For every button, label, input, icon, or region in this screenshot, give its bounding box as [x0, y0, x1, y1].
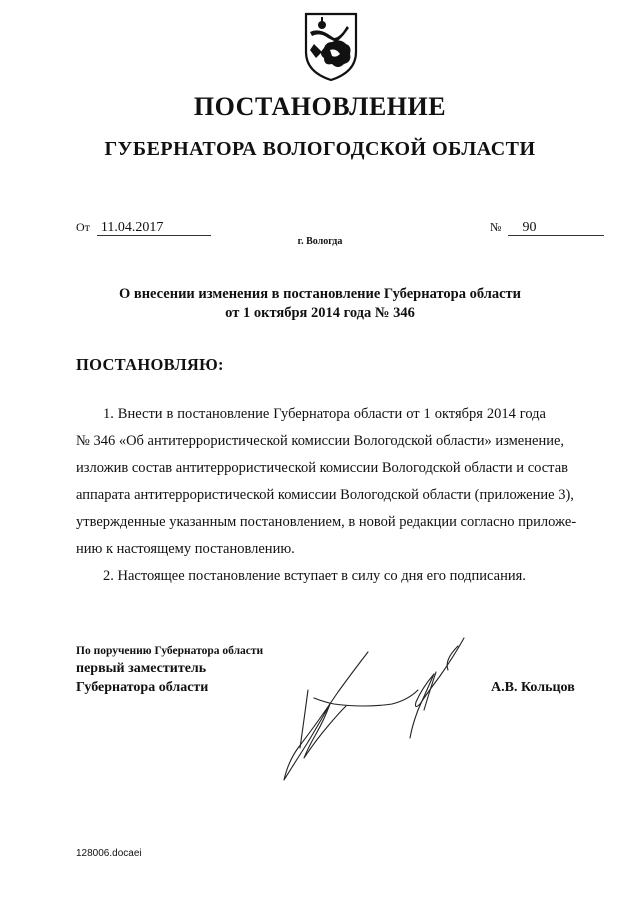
- document-issuer: ГУБЕРНАТОРА ВОЛОГОДСКОЙ ОБЛАСТИ: [104, 138, 536, 160]
- body-line: № 346 «Об антитеррористической комиссии Вологодской области» изменение,: [76, 433, 565, 449]
- file-code: 128006.docaei: [76, 848, 142, 859]
- signer-name: А.В. Кольцов: [491, 680, 575, 695]
- city-label: г. Вологда: [297, 236, 343, 247]
- body-line: изложив состав антитеррористической комиссии Вологодской области и состав: [76, 460, 568, 476]
- number-prefix: №: [490, 220, 502, 234]
- document-subject: [0, 285, 640, 323]
- signature-title-line: первый заместитель: [76, 661, 207, 676]
- body-line: нию к настоящему постановлению.: [76, 541, 295, 557]
- vologda-coat-of-arms-icon: [302, 8, 360, 84]
- document-date: [76, 220, 211, 236]
- body-line: 2. Настоящее постановление вступает в силу со дня его подписания.: [103, 568, 526, 584]
- date-value: 11.04.2017: [97, 221, 211, 236]
- signature-title-block: [76, 643, 263, 697]
- number-value: 90: [508, 221, 604, 236]
- signature-title-line: Губернатора области: [76, 680, 209, 695]
- subject-line: от 1 октября 2014 года № 346: [225, 305, 415, 321]
- handwritten-signature-icon: [268, 630, 478, 790]
- subject-line: О внесении изменения в постановление Губернатора области: [118, 286, 522, 302]
- document-body: [76, 404, 577, 593]
- body-line: аппарата антитеррористической комиссии Вологодской области (приложение 3),: [76, 487, 574, 503]
- document-number: [490, 220, 604, 236]
- signature-title-line: По поручению Губернатора области: [76, 645, 264, 657]
- date-prefix: От: [76, 220, 90, 234]
- body-line: 1. Внести в постановление Губернатора области от 1 октября 2014 года: [103, 406, 546, 422]
- body-line: утвержденные указанным постановлением, в новой редакции согласно приложе-: [76, 514, 577, 530]
- document-title: ПОСТАНОВЛЕНИЕ: [193, 92, 447, 121]
- decree-heading: ПОСТАНОВЛЯЮ:: [76, 355, 224, 374]
